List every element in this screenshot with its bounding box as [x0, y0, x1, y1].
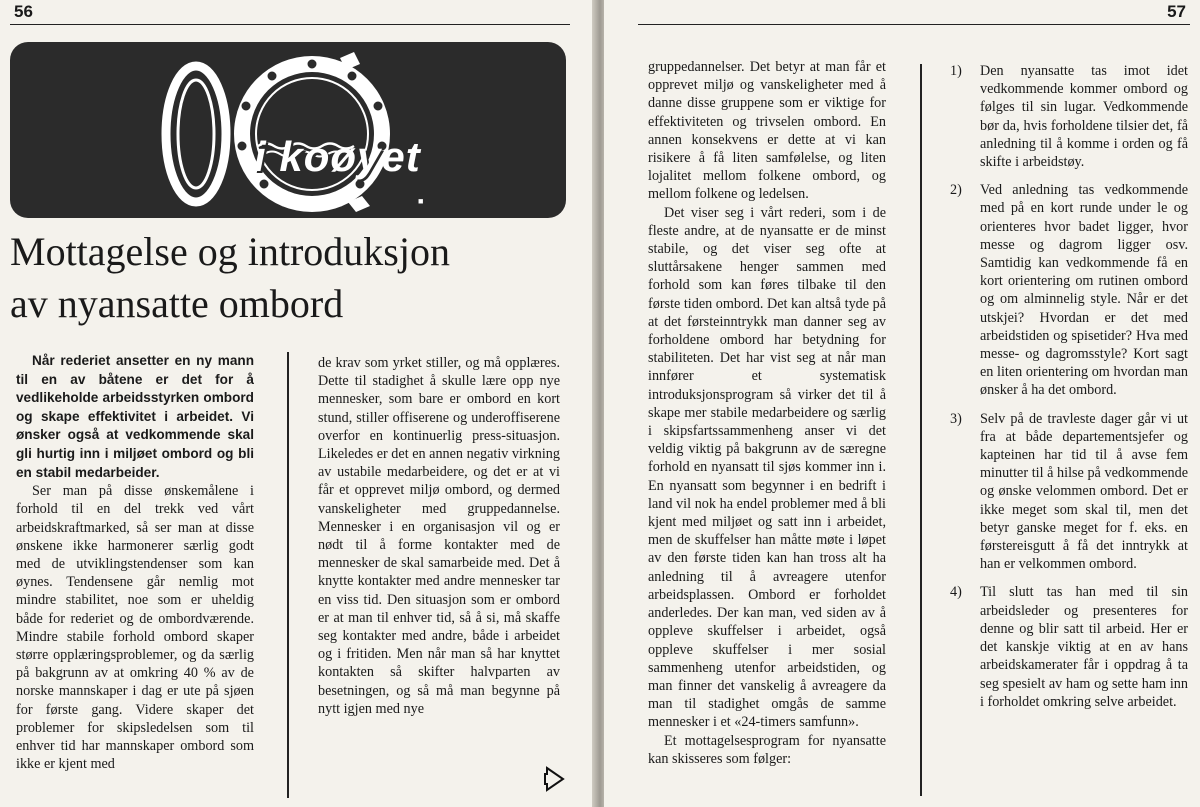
list-item	[950, 583, 1188, 710]
header-rule-left	[10, 24, 570, 25]
left-column-1	[16, 352, 254, 773]
body-paragraph: Et mottagelsesprogram for nyansatte kan skisseres som følger:	[648, 732, 886, 767]
header-rule-right	[638, 24, 1190, 25]
right-column-2	[950, 62, 1188, 721]
step-text: Ved anledning tas vedkommende med på en kort runde under le og orienteres hvor badet ligger, hvor messe og dagrom ligger osv. Samtidig kan vedkommende få en kort orientering om rutinen ombord og om alminnelig style. Når er det utskjei? Hvordan er det med arbeidstiden og spisetider? Hva med messe- og dagromsstyle? Kort sagt en liten orientering om hvordan man ønsker å ha det ombord.	[980, 182, 1188, 399]
headline-line-1: Mottagelse og introduksjon	[10, 229, 450, 274]
svg-text:■: ■	[418, 196, 424, 206]
continue-arrow-icon	[544, 764, 566, 794]
step-text: Selv på de travleste dager går vi ut fra at både departementsjefer og kapteinen har tid til å avse fem minutter til å hilse på vedkommende og ønske velommen ombord. Det er ikke meget som skal til, men det betyr ganske meget for f. eks. en førstereisgutt å få det inntrykk at han er velkommen ombord.	[980, 410, 1188, 573]
list-item	[950, 62, 1188, 171]
right-page	[604, 0, 1200, 807]
lead-paragraph: Når rederiet ansetter en ny mann til en av båtene er det for å vedlikeholde arbeidsstyrken ombord og skape effektivitet i arbeidet. Vi ønsker også at vedkommende skal gli hurtig inn i miljøet ombord og bli en stabil medarbeider.	[16, 353, 254, 480]
step-number: 1)	[950, 63, 962, 79]
left-column-2	[318, 354, 560, 718]
body-paragraph: Ser man på disse ønskemålene i forhold til en del trekk ved vårt arbeidskraftmarked, så ser man at disse ønskene ikke harmonerer særlig godt med de utviklingstendenser som kan øynes. Tendensene går nemlig mot mindre stabilitet, noe som er uheldig både for rederiet og de ombordværende. Mindre stabile forhold ombord skaper større opplæringsproblemer, og da særlig på bakgrunn av at omkring 40 % av de norske mannskaper i dag er ute på sjøen for første gang. Videre skaper det problemer for skipsledelsen som til enhver tid har mannskaper ombord som ikke er kjent med	[16, 483, 254, 773]
step-text: Den nyansatte tas imot idet vedkommende kommer ombord og følges til sin lugar. Vedkommende bør da, hvis forholdene tilsier det, få anledning til å komme i orden og få skifte i arbeidstøy.	[980, 63, 1188, 171]
banner-title: i koøyet	[254, 133, 421, 180]
porthole-banner	[10, 42, 566, 218]
list-item	[950, 181, 1188, 399]
porthole-illustration	[10, 42, 566, 218]
step-text: Til slutt tas han med til sin arbeidsleder og presenteres for denne og blir satt til arbeid. Her er det kanskje viktig at en av hans arbeidskamerater får i oppdrag å ta seg spesielt av ham og sette ham inn i forholdet omkring selve arbeidet.	[980, 584, 1188, 710]
body-paragraph: Det viser seg i vårt rederi, som i de fleste andre, at de nyansatte er de minst stabile, og det viser seg ofte at sluttårsakene henger sammen med forhold som kan føres tilbake til den første tiden ombord. Det kan altså tyde på at det førsteinntrykk man danner seg av forholdene ombord har betydning for stabiliteten. Det har vist seg at når man innfører et systematisk introduksjonsprogram så virker det til å skape mer stabile medarbeidere og særlig i skipsfartssammenheng anser vi det veldig viktig på bakgrunn av de særegne forhold en nyansatt til sjøs kommer inn i. En nyansatt som begynner i en bedrift i land vil nok ha endel problemer med å bli kjent med miljøet og satt inn i arbeidet, men de skuffelser han måtte møte i løpet av den første tiden kan han tross alt ha anledning til å avreagere utenfor arbeidsplassen. Ombord er forholdet anderledes. Der kan man, ved siden av å oppleve skuffelser i arbeidet, også oppleve skuffelser i mer sosial sammenheng utenfor arbeidstiden, og man finner det vanskelig å avreagere da man til stadighet omgås de samme mennesker i et «24-timers samfunn».	[648, 204, 886, 731]
reception-steps-list	[950, 62, 1188, 711]
column-divider-left	[287, 352, 289, 798]
body-paragraph: gruppedannelser. Det betyr at man får et opprevet miljø og vanskeligheter med å danne disse gruppene som er viktige for effektiviteten og trivselen ombord. En annen konsekvens er dette at vi kan risikere å få liten samfølelse, og liten lojalitet mellom folkene ombord, og mellom folkene og ledelsen.	[648, 59, 886, 203]
step-number: 2)	[950, 182, 962, 199]
step-number: 4)	[950, 584, 962, 601]
headline-line-2: av nyansatte ombord	[10, 281, 344, 326]
column-divider-right	[920, 64, 922, 796]
list-item	[950, 410, 1188, 574]
step-number: 3)	[950, 410, 962, 427]
right-column-1	[648, 58, 886, 768]
page-number-left: 56	[14, 2, 33, 21]
page-number-right: 57	[1167, 2, 1186, 21]
left-page	[0, 0, 596, 807]
article-headline	[10, 226, 570, 330]
body-paragraph: de krav som yrket stiller, og må opplæres. Dette til stadighet å skulle lære opp nye mennesker, som bare er ombord en kort stund, stiller offiserene og underoffiserene overfor en kontinuerlig press-situasjon. Likeledes er det en annen negativ virkning av ustabile medarbeidere, og det er at vi får et opprevet miljø ombord, og dermed vanskeligheter med gruppedannelse. Mennesker i en organisasjon vil og er nødt til å forme kontakter med de mennesker de skal samarbeide med. Det å knytte kontakter med andre mennesker tar en viss tid. Den situasjon som er ombord er at man til enhver tid, så å si, må skaffe seg kontakter med andre, både i arbeidet og i fritiden. Men når man så har knyttet kontakten så skifter halvparten av besetningen, og så må man begynne på nytt igjen med nye	[318, 355, 560, 717]
